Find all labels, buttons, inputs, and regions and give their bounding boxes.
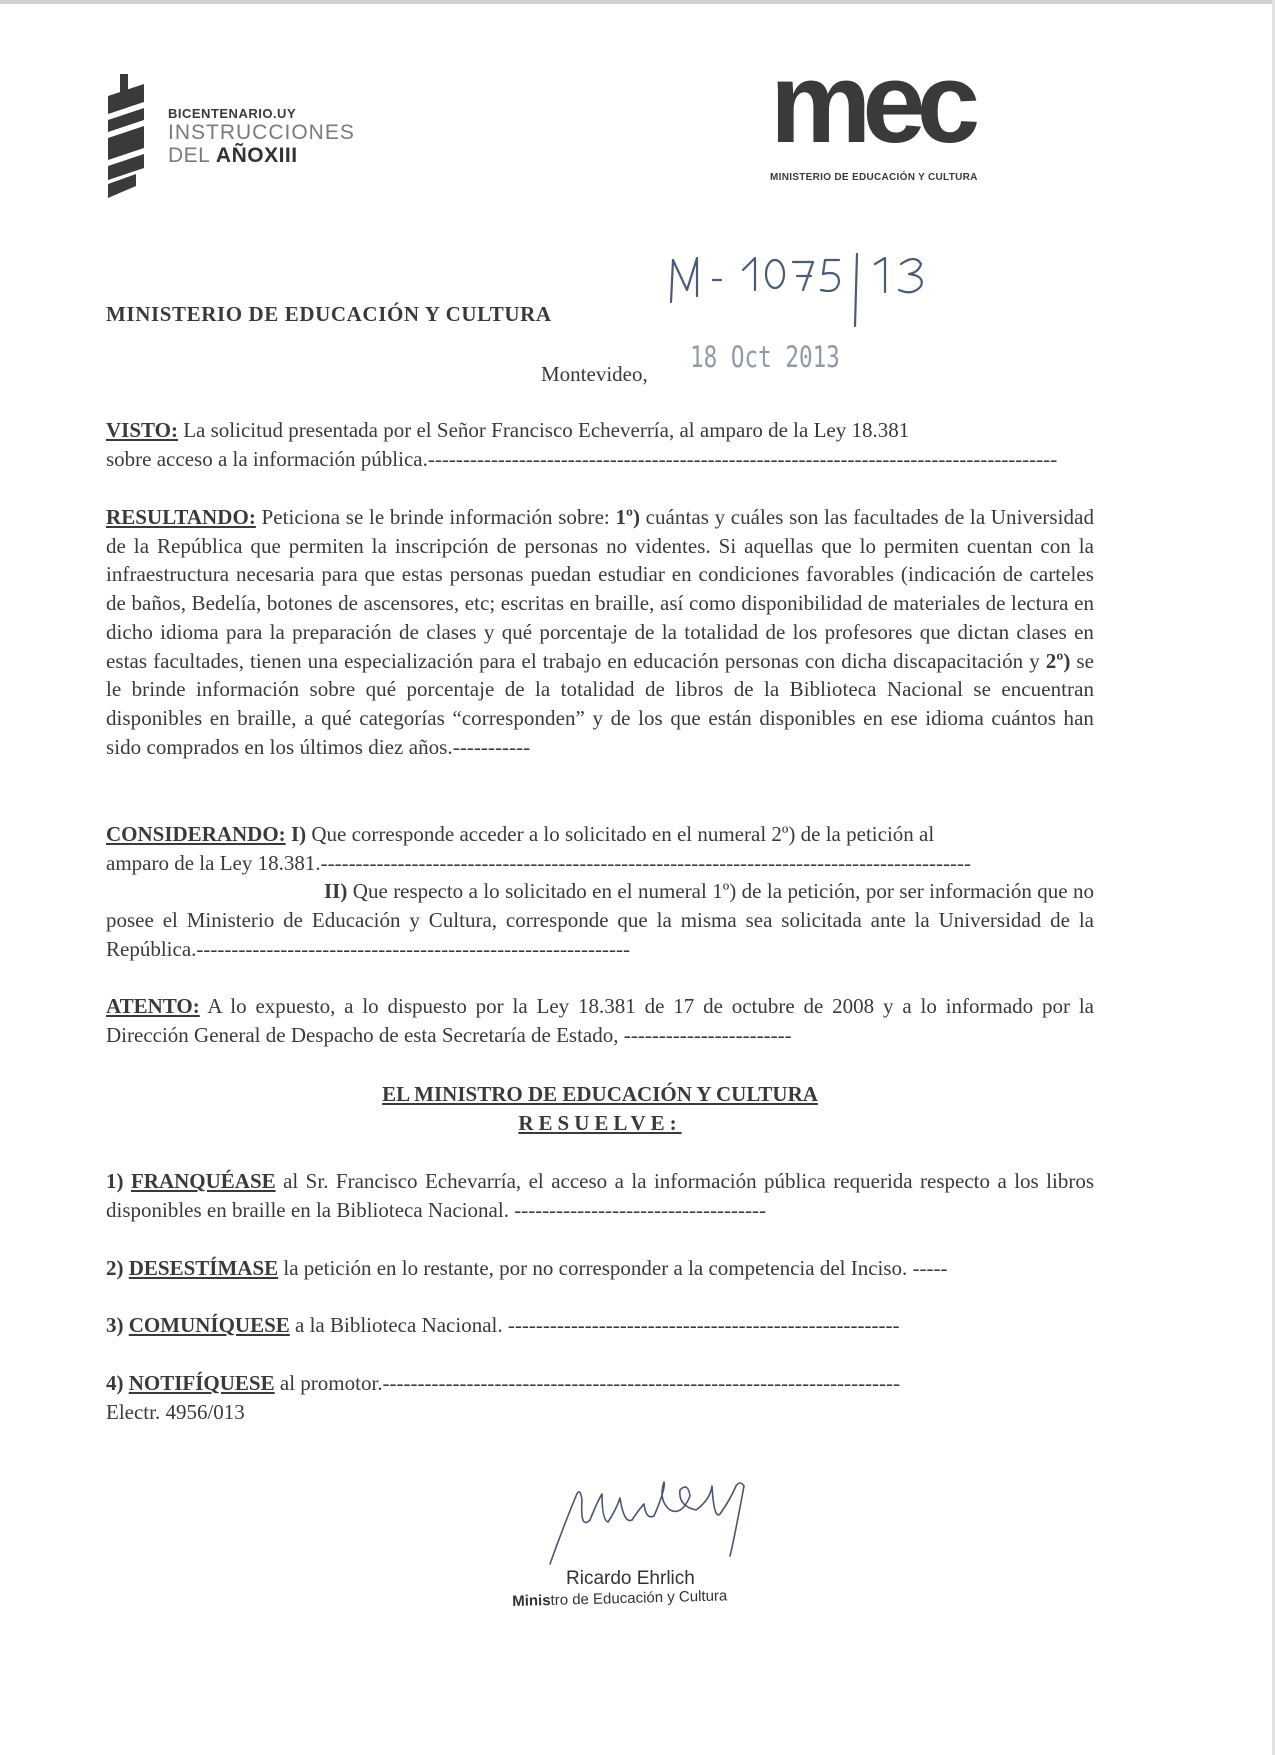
resolution-item-1	[106, 1167, 1094, 1224]
resolution-2-verb: DESESTÍMASE	[128, 1256, 279, 1280]
resultando-text3: se le brinde información sobre qué porcentaje de la totalidad de libros de la Biblioteca Nacional se encuentran disponibles en braille, a qué categorías “corresponden” y de los que están disponibles en ese idioma cuántos han sido comprados en los últimos diez años.	[106, 648, 1094, 759]
mec-logo	[770, 40, 1030, 192]
signer-name: Ricardo Ehrlich	[566, 1568, 695, 1589]
considerando-ii	[106, 877, 1094, 963]
resolution-4-num: 4)	[106, 1371, 124, 1395]
resolution-4-dashes: --------------------------------------------------------------------------	[382, 1371, 901, 1395]
atento-label: ATENTO:	[106, 994, 200, 1018]
resolution-title: EL MINISTRO DE EDUCACIÓN Y CULTURA	[382, 1082, 818, 1106]
bicentenario-text	[168, 106, 355, 167]
bicentenario-line3-prefix: DEL	[168, 144, 216, 167]
signer-title-bold: Minis	[512, 1591, 551, 1610]
resolution-4-verb: NOTIFÍQUESE	[128, 1371, 275, 1395]
bicentenario-line1: BICENTENARIO.UY	[168, 106, 297, 121]
bicentenario-line3-bold: AÑOXIII	[215, 144, 298, 167]
resolution-2-num: 2)	[106, 1256, 124, 1280]
handwritten-signature	[540, 1460, 800, 1570]
signer-title	[512, 1587, 727, 1610]
considerando-i-text2: amparo de la Ley 18.381.	[106, 850, 321, 875]
resolution-1-num: 1)	[106, 1169, 124, 1193]
resolution-3-num: 3)	[106, 1313, 124, 1337]
resultando-paragraph	[106, 503, 1094, 761]
resultando-text1: Peticiona se le brinde información sobre:	[255, 505, 616, 529]
signer-title-rest: tro de Educación y Cultura	[550, 1587, 728, 1609]
mec-logo-word: mec	[770, 40, 972, 167]
considerando-i-dashes: ---------------------------------------------------------------------------------------------	[320, 850, 971, 875]
resolution-1-verb: FRANQUÉASE	[130, 1169, 276, 1193]
resolution-4-line	[106, 1369, 1094, 1398]
resolution-3-dashes: --------------------------------------------------------	[507, 1313, 900, 1337]
resolution-item-3	[106, 1311, 1094, 1340]
mec-logo-subtitle: MINISTERIO DE EDUCACIÓN Y CULTURA	[770, 172, 978, 183]
resolution-1-dashes: ------------------------------------	[514, 1197, 766, 1222]
resolution-3-verb: COMUNÍQUESE	[128, 1313, 290, 1337]
atento-text: A lo expuesto, a lo dispuesto por la Ley 18.381 de 17 de octubre de 2008 y a lo informado por la Dirección General de Despacho de esta Secretaría de Estado,	[106, 994, 1094, 1047]
resolution-2-dashes: -----	[912, 1256, 948, 1280]
bicentenario-line3	[168, 144, 355, 167]
resolution-2-text: la petición en lo restante, por no corresponder a la competencia del Inciso.	[278, 1256, 913, 1280]
handwritten-file-number	[663, 250, 983, 330]
ministry-heading: MINISTERIO DE EDUCACIÓN Y CULTURA	[106, 302, 552, 326]
atento-paragraph	[106, 992, 1094, 1049]
visto-label: VISTO:	[106, 418, 178, 442]
visto-text1: La solicitud presentada por el Señor Francisco Echeverría, al amparo de la Ley 18.381	[177, 418, 910, 442]
file-reference: Electr. 4956/013	[106, 1399, 245, 1424]
resultando-dashes: -----------	[452, 734, 531, 759]
visto-line2	[106, 445, 1094, 474]
bicentenario-line2: INSTRUCCIONES	[168, 121, 355, 144]
resolution-3-text: a la Biblioteca Nacional.	[289, 1313, 508, 1337]
resultando-text2: cuántas y cuáles son las facultades de la Universidad de la República que permiten la inscripción de personas no videntes. Si aquellas que lo permiten cuentan con la infraestructura necesaria para que estas personas puedan estudiar en condiciones favorables (indicación de carteles de baños, Bedelía, botones de ascensores, etc; escritas en braille, así como disponibilidad de materiales de lectura en dicho idioma para la preparación de clases y qué porcentaje de la totalidad de los profesores que dictan clases en estas facultades, tienen una especialización para el trabajo en educación personas con dicha discapacitación y	[106, 505, 1094, 673]
considerando-line1	[106, 820, 1094, 849]
visto-line1	[106, 416, 1094, 445]
resuelve-title: RESUELVE:	[518, 1111, 682, 1135]
resolution-4-text: al promotor.	[274, 1371, 383, 1395]
considerando-paragraph	[106, 820, 1094, 964]
resolution-item-2	[106, 1254, 1094, 1283]
considerando-ii-num: II)	[324, 879, 348, 904]
scan-top-edge	[0, 0, 1275, 4]
visto-paragraph	[106, 416, 1094, 473]
bicentenario-logo	[106, 74, 406, 204]
resolution-item-4	[106, 1369, 1094, 1426]
considerando-i-num: I)	[290, 822, 307, 846]
resultando-num1: 1º)	[615, 505, 641, 529]
considerando-i-text1: Que corresponde acceder a lo solicitado en el numeral 2º) de la petición al	[306, 822, 935, 846]
resultando-num2: 2º)	[1045, 648, 1071, 673]
bicentenario-emblem-icon	[106, 74, 146, 200]
date-stamp: 18 Oct 2013	[690, 340, 840, 374]
resolution-1-text: al Sr. Francisco Echevarría, el acceso a la información pública requerida respecto a los libros disponibles en braille en la Biblioteca Nacional.	[106, 1169, 1094, 1222]
considerando-ii-text: Que respecto a lo solicitado en el numeral 1º) de la petición, por ser información que no posee el Ministerio de Educación y Cultura, corresponde que la misma sea solicitada ante la Universidad de la República.	[106, 879, 1094, 961]
considerando-label: CONSIDERANDO:	[106, 822, 286, 846]
considerando-line2	[106, 849, 1094, 878]
city-label: Montevideo,	[541, 362, 648, 386]
visto-text2: sobre acceso a la información pública.	[106, 446, 428, 471]
considerando-ii-dashes: --------------------------------------------------------------	[196, 936, 630, 961]
resultando-label: RESULTANDO:	[106, 505, 256, 529]
atento-dashes: ------------------------	[623, 1022, 792, 1047]
visto-dashes: ------------------------------------------------------------------------------------------	[427, 446, 1058, 471]
